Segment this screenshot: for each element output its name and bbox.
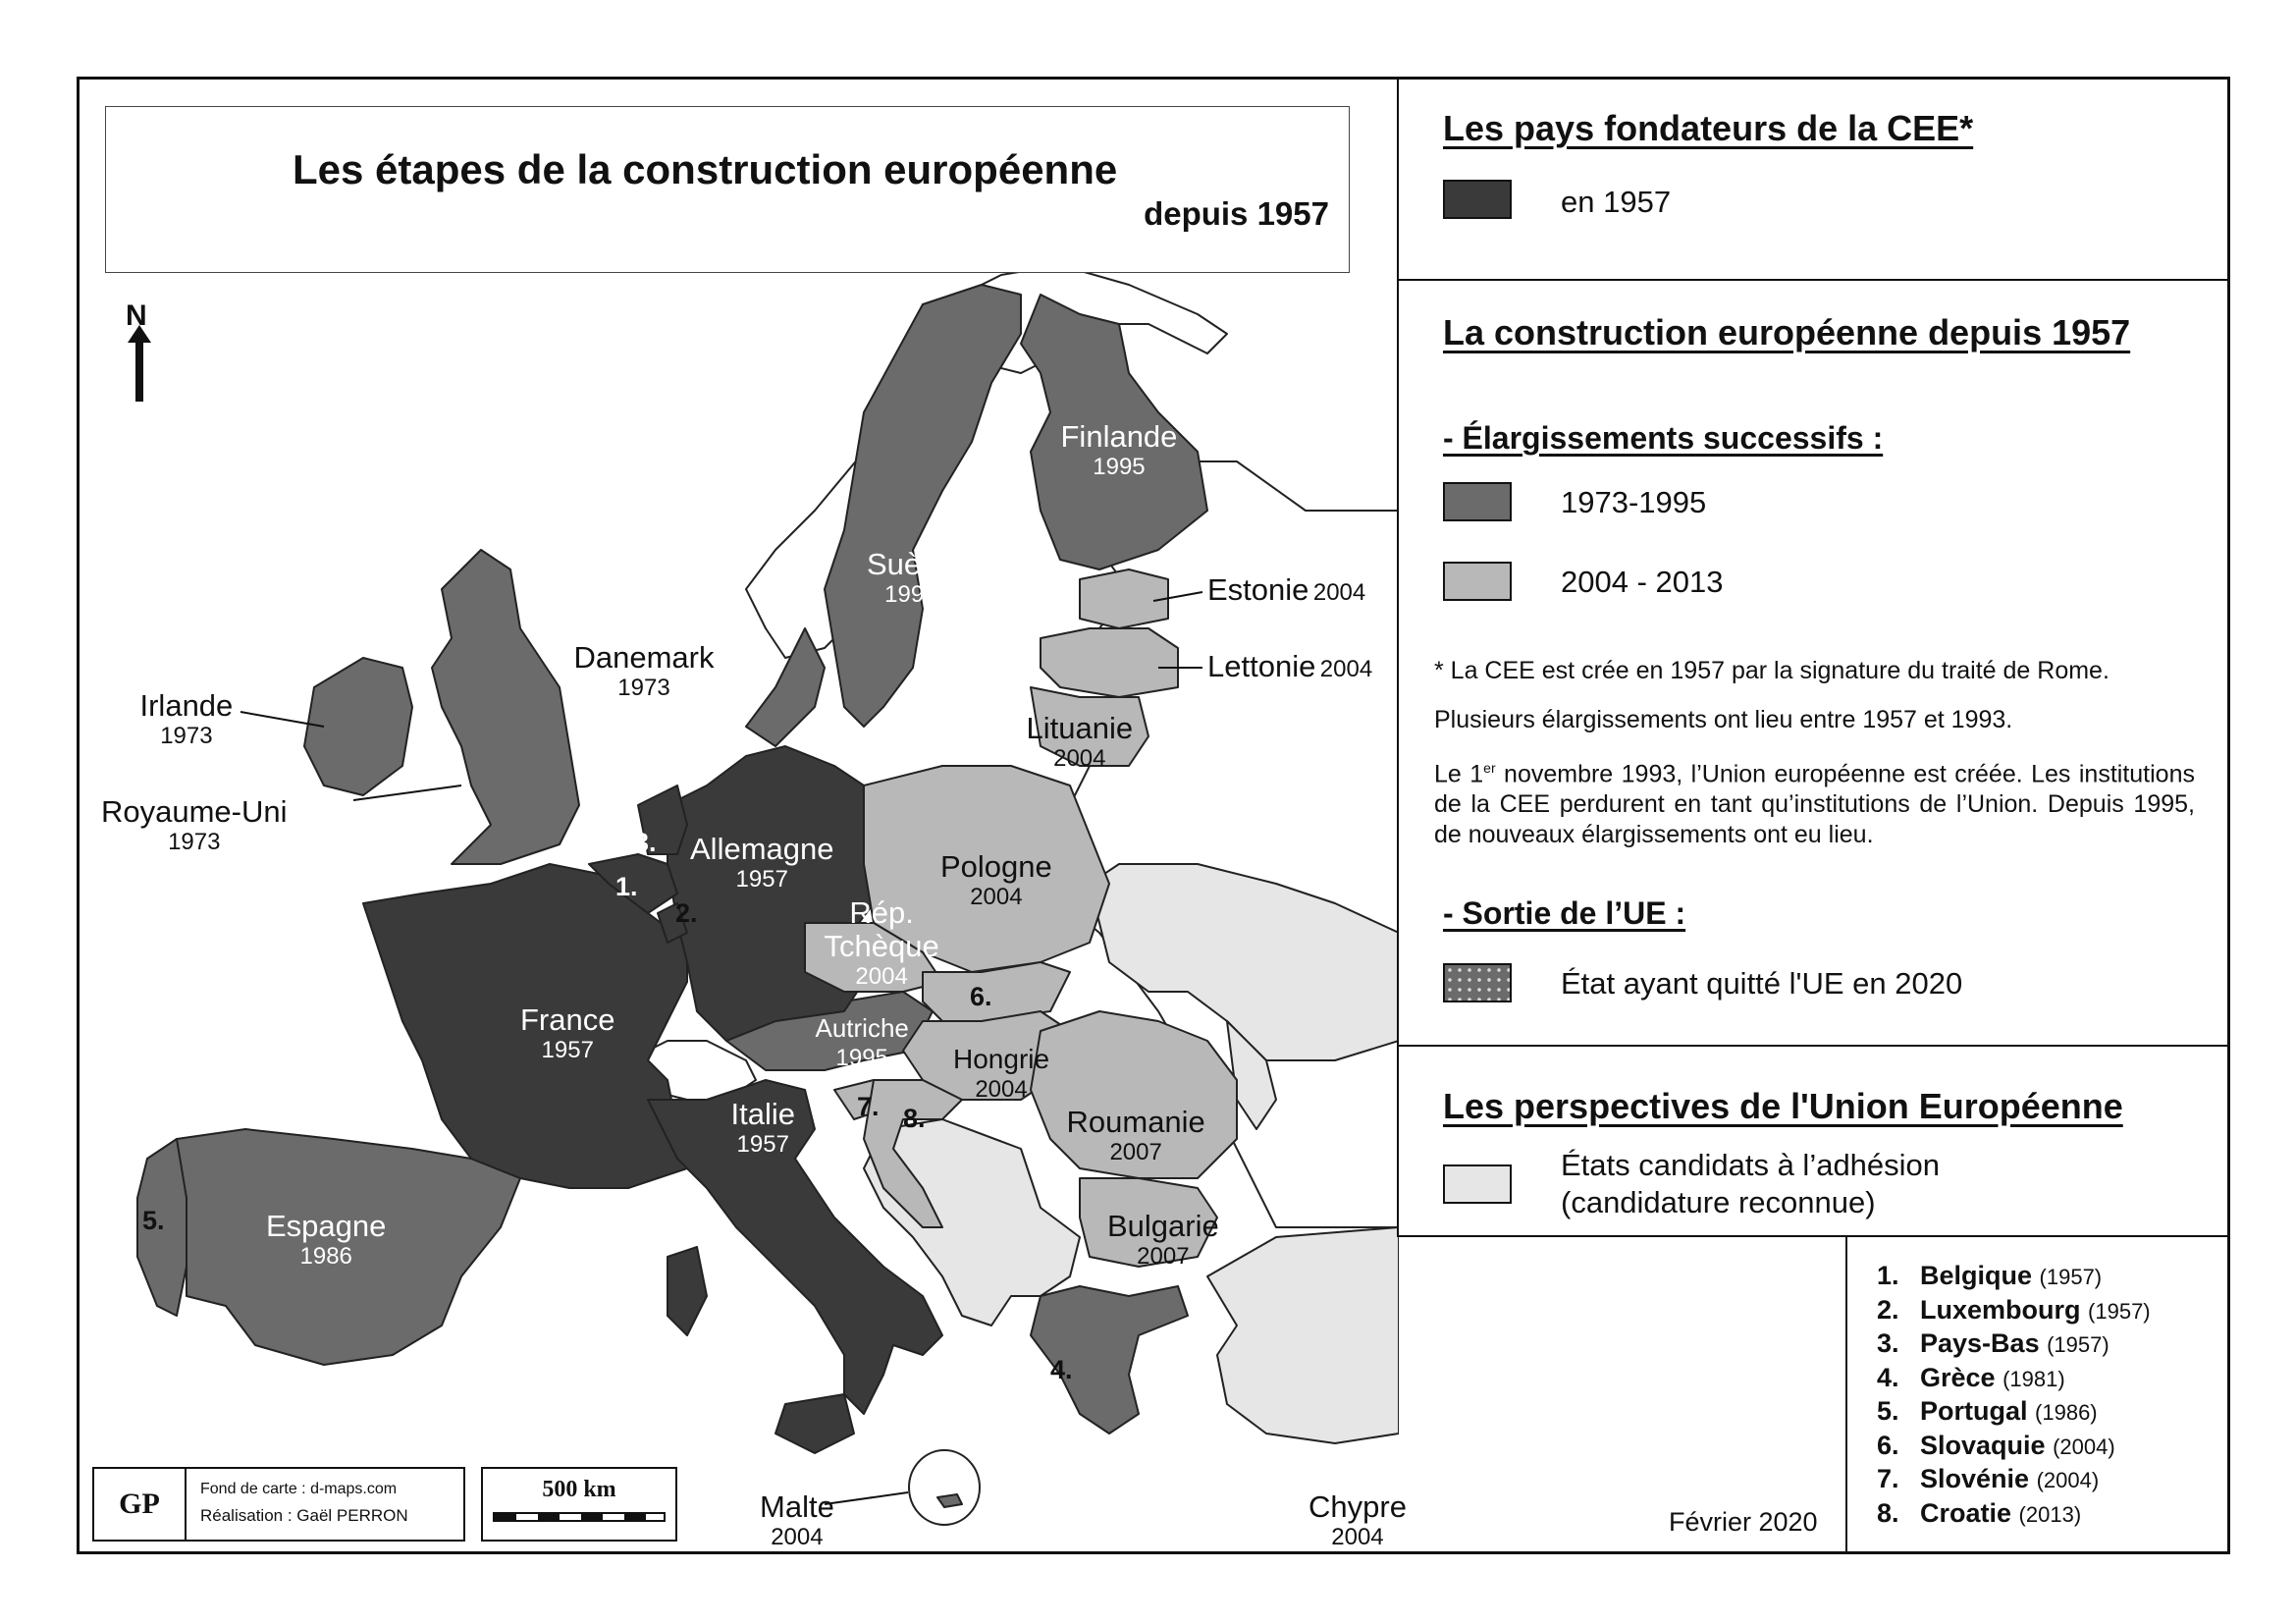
label-italie: Italie 1957 [730,1097,795,1158]
legend-exit-subheading: - Sortie de l’UE : [1443,895,1686,931]
legend-candidates-line1: États candidats à l’adhésion [1561,1148,1941,1182]
legend-founders-heading: Les pays fondateurs de la CEE* [1443,108,1974,148]
map-number-5: 5. [142,1206,165,1235]
list-item-name: Croatie [1920,1497,2012,1528]
label-france: France 1957 [520,1002,615,1063]
list-item-name: Luxembourg [1920,1294,2081,1325]
legend-construction-heading: La construction européenne depuis 1957 [1443,312,2131,352]
legend-note-2: Plusieurs élargissements ont lieu entre 1957 et 1993. [1434,706,2013,733]
label-hongrie: Hongrie 2004 [953,1044,1050,1103]
list-item-year: (2004) [2053,1434,2115,1459]
credit-author: Réalisation : Gaël PERRON [200,1506,408,1525]
map-number-1: 1. [615,872,638,901]
list-item-year: (1981) [2002,1366,2065,1391]
list-item-year: (1957) [2039,1265,2103,1289]
outer-frame [77,77,2230,1554]
list-item-year: (1986) [2035,1400,2098,1425]
label-finlande: Finlande 1995 [1060,419,1178,480]
legend-perspectives-heading: Les perspectives de l'Union Européenne [1443,1086,2123,1126]
legend-exit-item: État ayant quitté l'UE en 2020 [1561,966,1963,1001]
list-item-name: Slovaquie [1920,1430,2046,1460]
list-item-year: (2004) [2036,1468,2100,1492]
legend-note-1: * La CEE est crée en 1957 par la signature du traité de Rome. [1434,657,2109,684]
legend-item-2004-2013: 2004 - 2013 [1561,565,1724,599]
list-item-number: 2. [1877,1294,1899,1325]
label-allemagne: Allemagne 1957 [690,832,834,893]
list-item-name: Pays-Bas [1920,1328,2040,1358]
credit-source: Fond de carte : d-maps.com [200,1481,398,1497]
map-number-2: 2. [675,898,698,928]
label-suede: Suède 1995 [867,547,955,608]
label-bulgarie: Bulgarie 2007 [1107,1209,1219,1270]
legend-item-1973-1995: 1973-1995 [1561,485,1707,519]
list-item-number: 4. [1877,1362,1899,1392]
map-number-3: 3. [634,828,657,857]
north-label: N [126,299,147,332]
list-item-number: 8. [1877,1497,1899,1528]
list-item-year: (1957) [2088,1298,2151,1324]
label-royaume-uni: Royaume-Uni 1973 [101,794,288,855]
map-title: Les étapes de la construction européenne [293,146,1118,192]
map-subtitle: depuis 1957 [1144,195,1329,232]
map-number-4: 4. [1050,1355,1073,1384]
gp-logo: GP [94,1469,187,1540]
label-estonie: Estonie 2004 [1207,572,1366,607]
label-danemark: Danemark 1973 [573,640,715,701]
map-number-6: 6. [970,982,992,1011]
label-roumanie: Roumanie 2007 [1066,1105,1205,1165]
legend-note-3: Le 1er novembre 1993, l’Union européenne est créée. Les institutions de la CEE perdurent en tant qu’institutions de l’Union. Depuis 1995, de nouveaux élargissements ont eu lieu. [1434,760,2195,849]
label-lettonie: Lettonie 2004 [1207,649,1373,683]
list-item-name: Portugal [1920,1396,2028,1426]
label-autriche: Autriche 1995 [815,1013,909,1071]
legend-founders-item: en 1957 [1561,185,1672,219]
list-item-number: 5. [1877,1396,1899,1426]
list-item-number: 3. [1877,1328,1899,1358]
label-irlande: Irlande 1973 [139,688,234,749]
map-date: Février 2020 [1669,1507,1818,1537]
list-item-year: (2013) [2018,1501,2082,1527]
legend-candidates-line2: (candidature reconnue) [1561,1185,1876,1219]
label-pologne: Pologne 2004 [940,849,1052,910]
label-rep-tcheque: Rép. Tchèque 2004 [824,895,939,990]
list-item-number: 6. [1877,1430,1899,1460]
list-item-number: 1. [1877,1261,1899,1290]
label-espagne: Espagne 1986 [266,1209,387,1270]
list-item-number: 7. [1877,1464,1899,1493]
label-lituanie: Lituanie 2004 [1026,711,1134,772]
scale-label: 500 km [542,1477,616,1502]
map-number-7: 7. [857,1092,880,1121]
map-number-8: 8. [903,1104,926,1133]
list-item-name: Grèce [1920,1362,1996,1392]
label-malte: Malte 2004 [760,1489,834,1550]
list-item-year: (1957) [2047,1332,2109,1357]
list-item-name: Slovénie [1920,1464,2030,1493]
label-chypre: Chypre 2004 [1308,1489,1407,1550]
list-item-name: Belgique [1920,1261,2033,1290]
legend-enlargement-subheading: - Élargissements successifs : [1443,420,1884,456]
